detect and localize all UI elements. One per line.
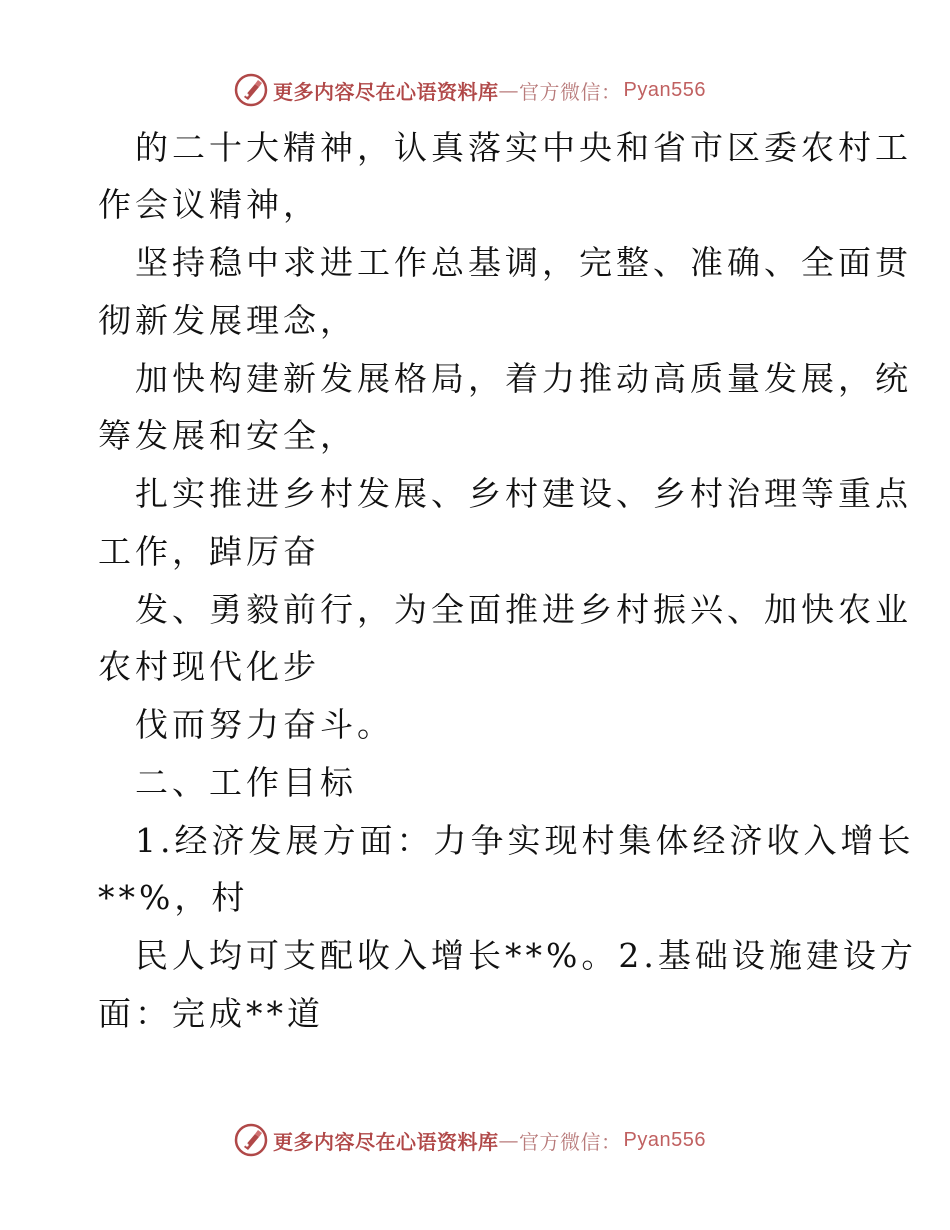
- text-line: 1.经济发展方面：力争实现村集体经济收入增长: [135, 821, 915, 860]
- text-line: 扎实推进乡村发展、乡村建设、乡村治理等重点: [135, 474, 912, 513]
- text-line: 农村现代化步: [98, 647, 320, 686]
- text-line: 加快构建新发展格局，着力推动高质量发展，统: [135, 359, 912, 398]
- watermark-main-text: 更多内容尽在心语资料库: [273, 1129, 499, 1154]
- pen-nib-logo-icon: [233, 1122, 269, 1158]
- watermark-wechat-id: Pyan556: [623, 1128, 706, 1151]
- watermark-wechat-id: Pyan556: [623, 78, 706, 101]
- text-line: 面：完成**道: [98, 994, 324, 1033]
- text-line: **%，村: [98, 878, 249, 917]
- text-line: 民人均可支配收入增长**%。2.基础设施建设方: [135, 936, 917, 975]
- text-line: 彻新发展理念，: [98, 301, 357, 340]
- watermark-sub-text: 官方微信：: [519, 1129, 622, 1154]
- watermark-sub-text: 官方微信：: [519, 79, 622, 104]
- text-line: 发、勇毅前行，为全面推进乡村振兴、加快农业: [135, 590, 912, 629]
- footer-watermark: [233, 1120, 753, 1160]
- watermark-main-text: 更多内容尽在心语资料库: [273, 79, 499, 104]
- text-line: 工作，踔厉奋: [98, 532, 320, 571]
- text-line: 伐而努力奋斗。: [135, 705, 394, 744]
- text-line: 坚持稳中求进工作总基调，完整、准确、全面贯: [135, 243, 912, 282]
- watermark-dash: —: [498, 1128, 519, 1152]
- text-line: 的二十大精神，认真落实中央和省市区委农村工: [135, 128, 912, 167]
- text-line: 作会议精神，: [98, 185, 320, 224]
- text-line: 筹发展和安全，: [98, 416, 357, 455]
- watermark-dash: —: [498, 78, 519, 102]
- section-heading: 二、工作目标: [135, 763, 357, 802]
